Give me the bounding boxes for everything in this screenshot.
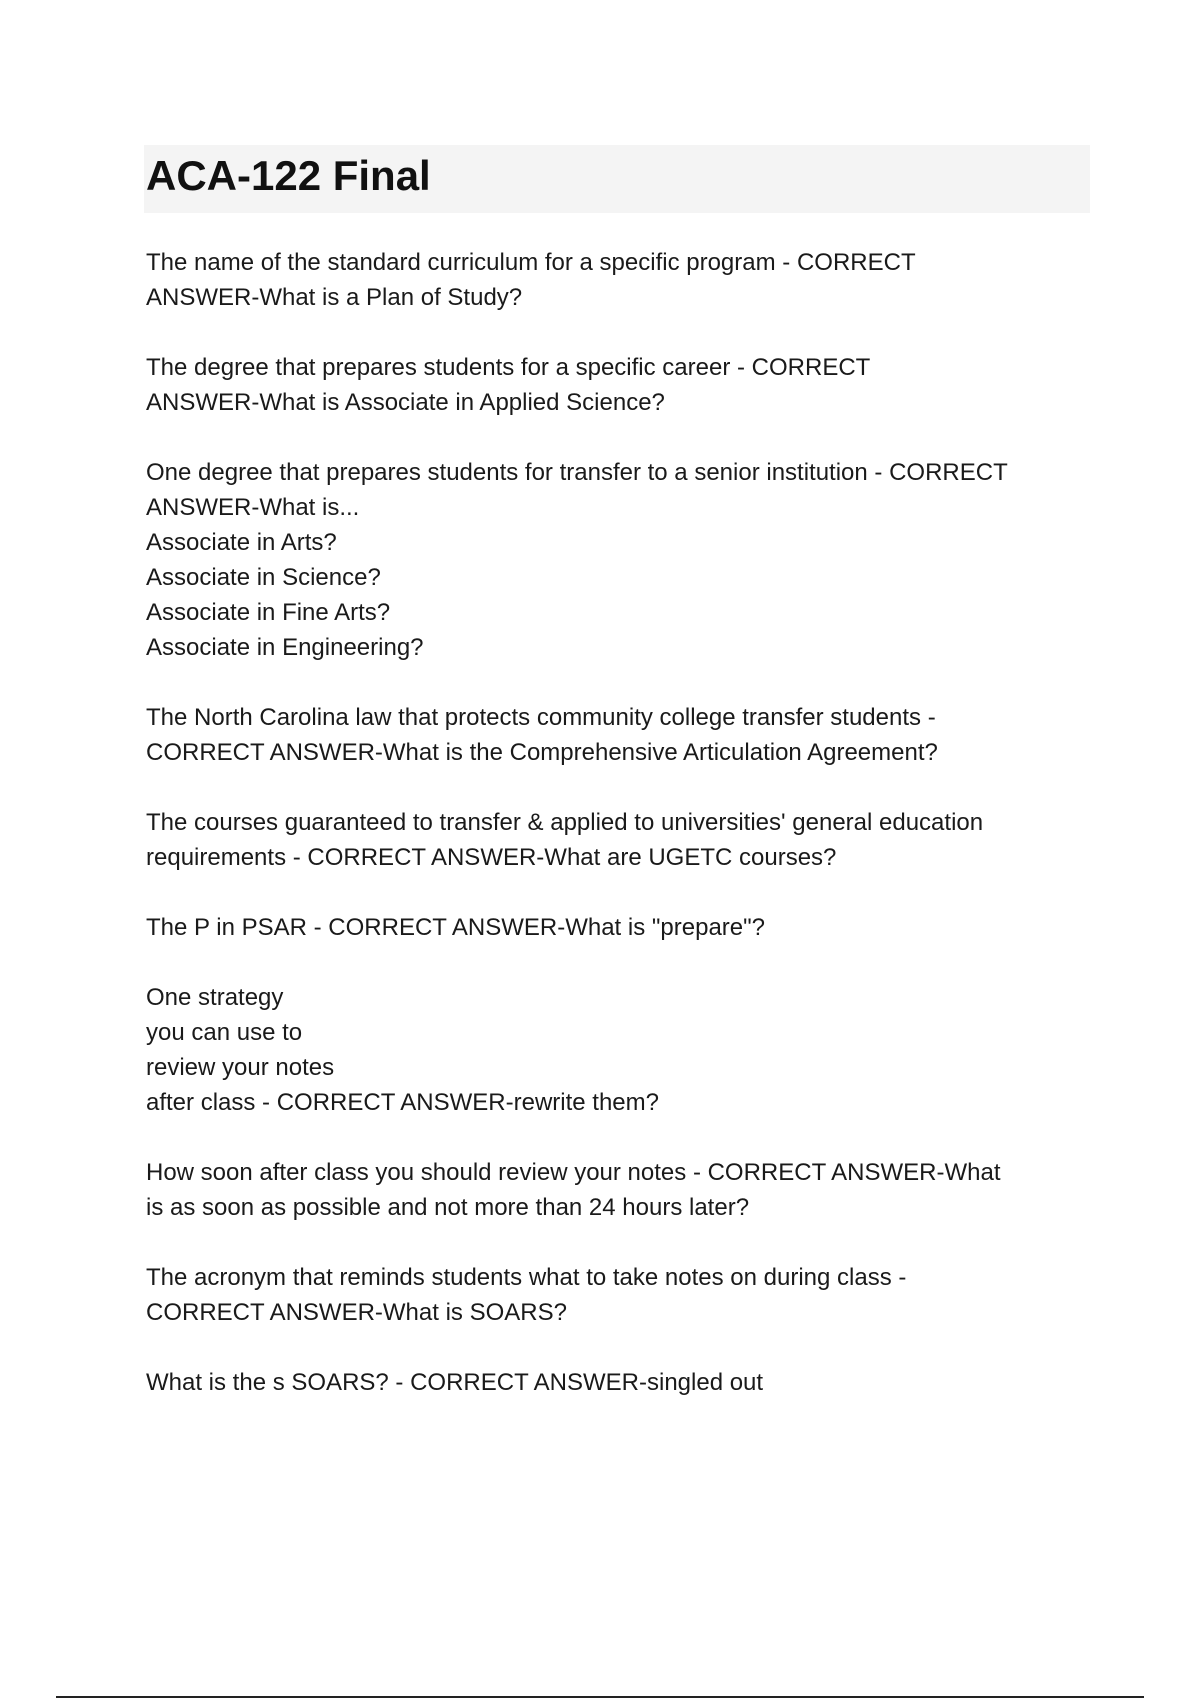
qa-list (146, 245, 1096, 1435)
qa-item: The North Carolina law that protects community college transfer students - CORRECT ANSWER-What is the Comprehensive Articulation Agreement? (146, 704, 938, 766)
qa-item: The name of the standard curriculum for a specific program - CORRECT ANSWER-What is a Plan of Study? (146, 249, 916, 311)
document-title: ACA-122 Final (146, 152, 431, 199)
qa-item: The P in PSAR - CORRECT ANSWER-What is "prepare"? (146, 914, 765, 941)
footer-divider (56, 1696, 1144, 1698)
qa-item: One degree that prepares students for transfer to a senior institution - CORRECT ANSWER-What is... Associate in Arts? Associate in Science? Associate in Fine Arts? Associate in Engineering? (146, 459, 1008, 661)
qa-item: The acronym that reminds students what to take notes on during class - CORRECT ANSWER-What is SOARS? (146, 1264, 907, 1326)
qa-item: One strategy you can use to review your notes after class - CORRECT ANSWER-rewrite them? (146, 984, 659, 1116)
qa-item: The courses guaranteed to transfer & applied to universities' general education requirements - CORRECT ANSWER-What are UGETC courses? (146, 809, 984, 871)
qa-item: The degree that prepares students for a specific career - CORRECT ANSWER-What is Associate in Applied Science? (146, 354, 871, 416)
qa-item: What is the s SOARS? - CORRECT ANSWER-singled out (146, 1369, 764, 1396)
qa-item: How soon after class you should review your notes - CORRECT ANSWER-What is as soon as possible and not more than 24 hours later? (146, 1159, 1001, 1221)
